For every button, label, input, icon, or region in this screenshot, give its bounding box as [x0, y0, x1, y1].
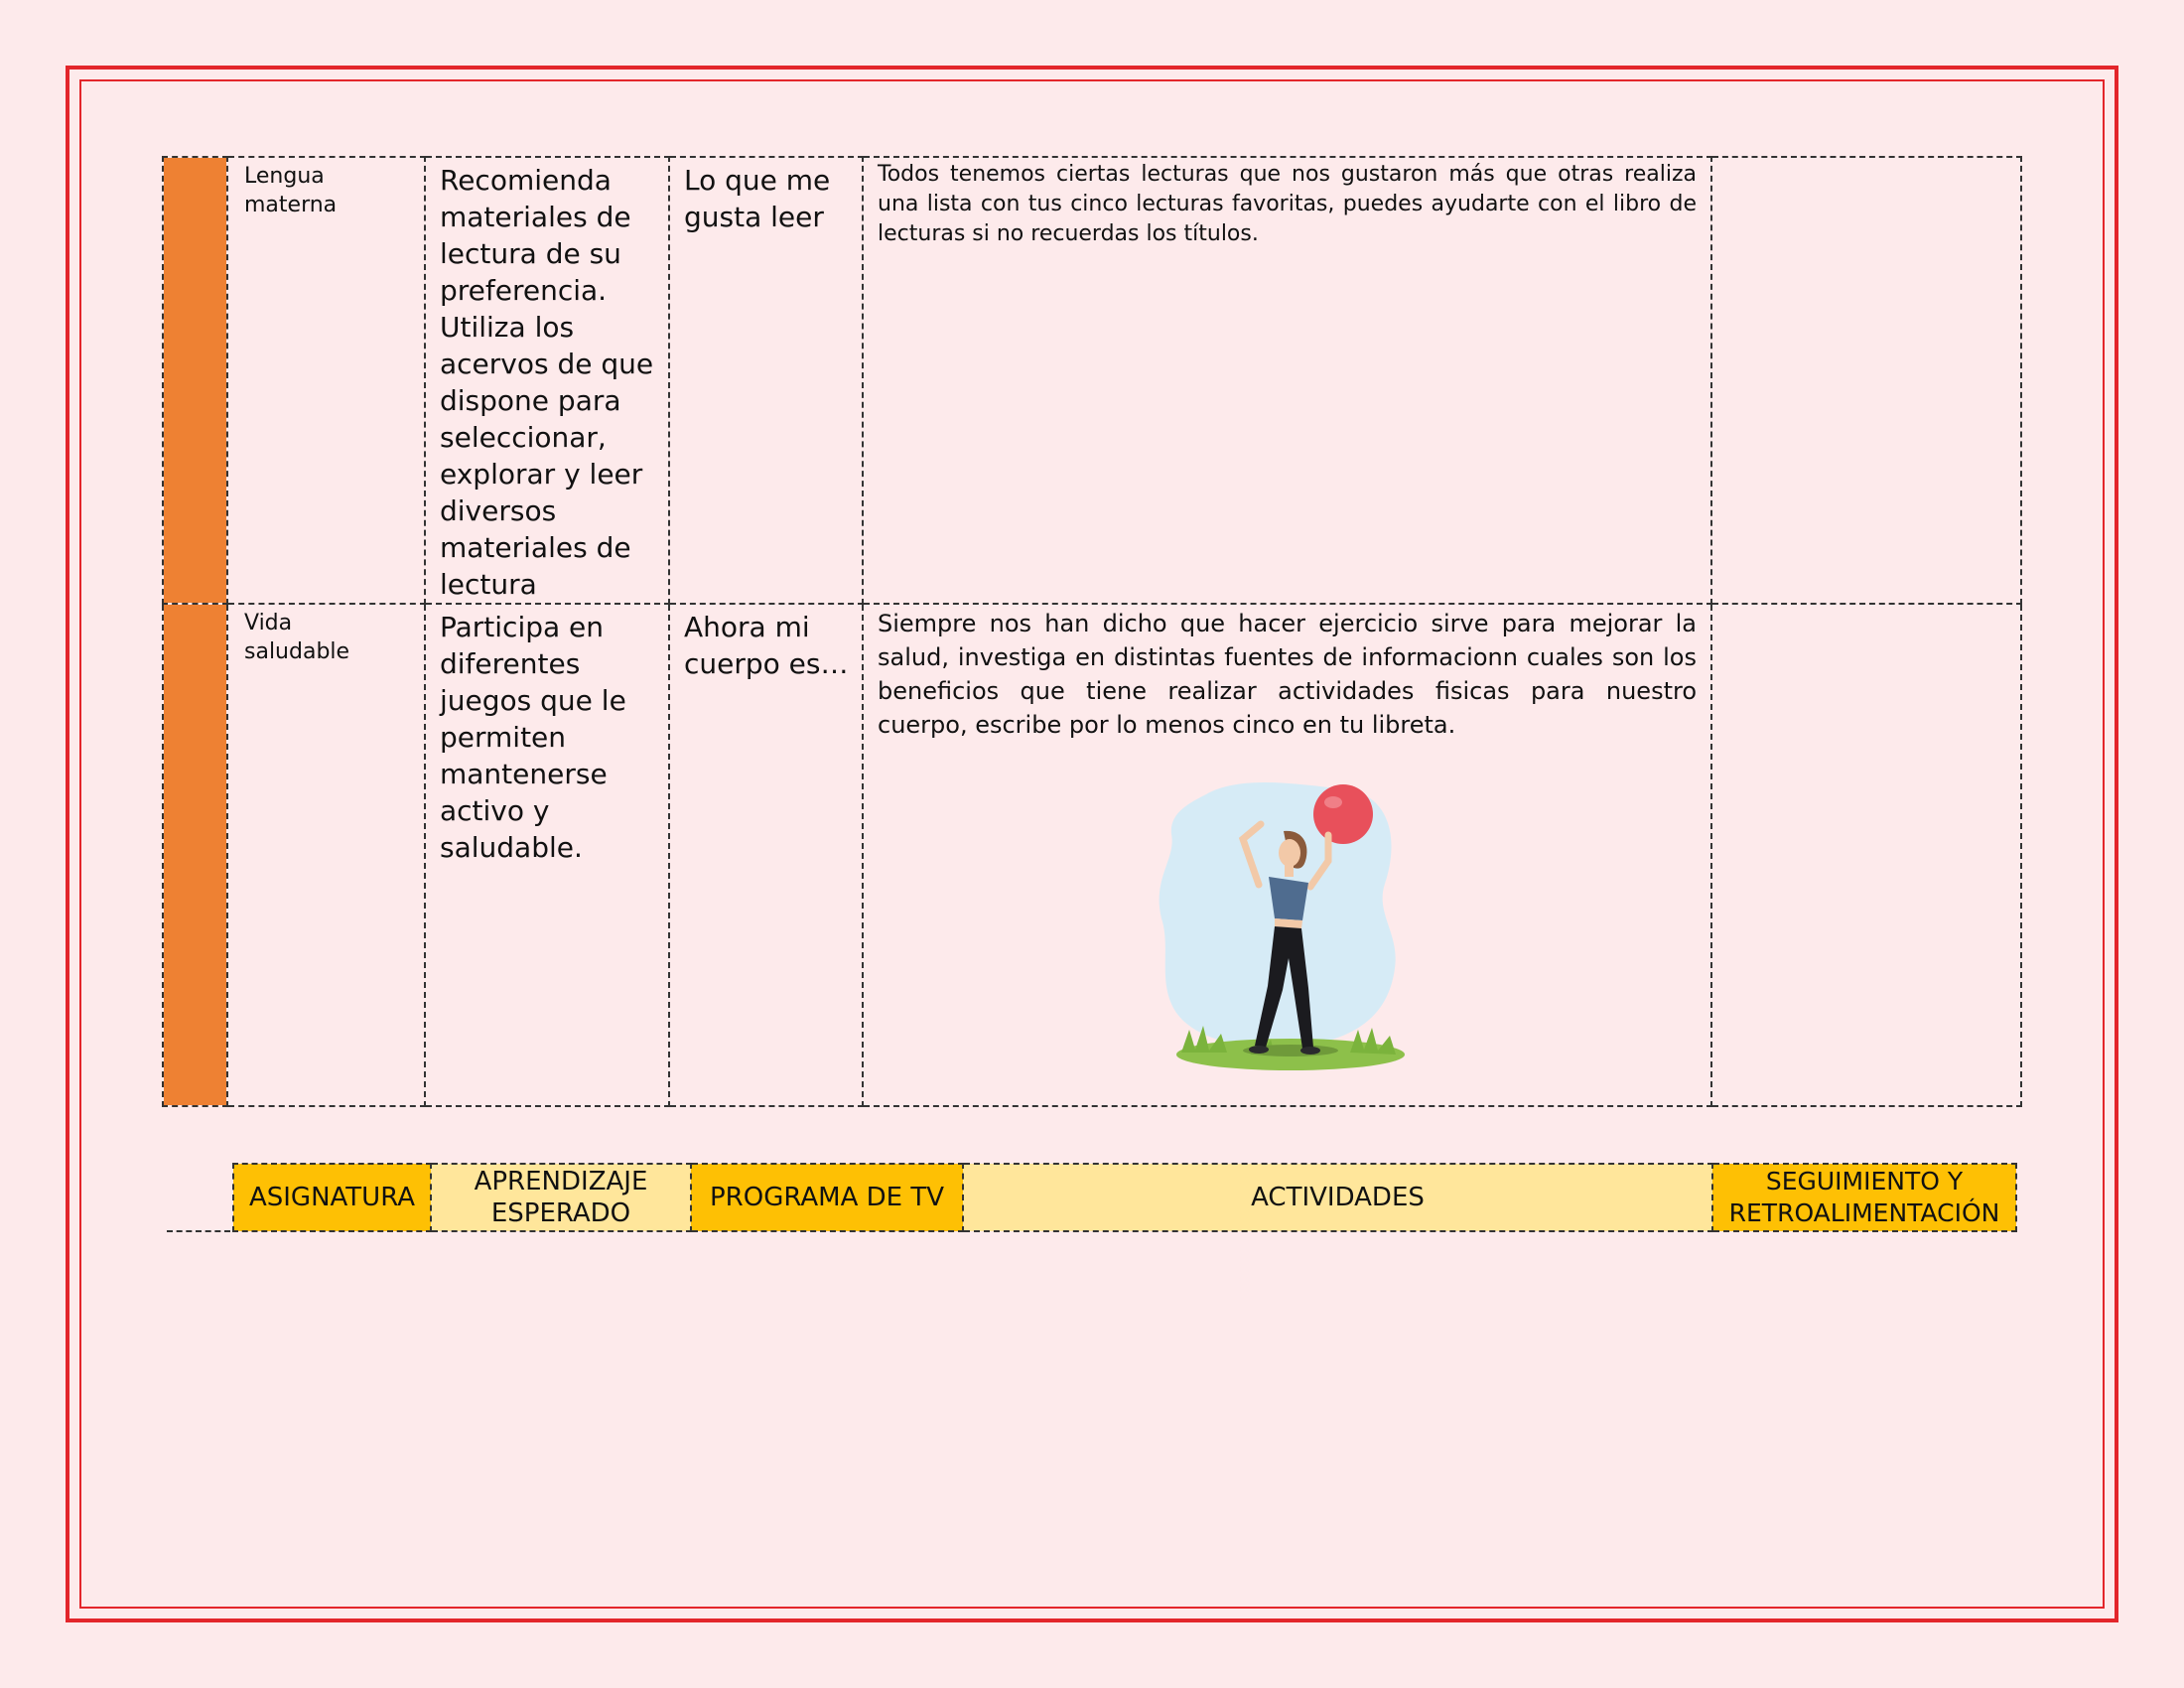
header-programa: PROGRAMA DE TV — [691, 1164, 963, 1231]
tv-program-cell — [669, 604, 863, 1106]
woman-exercise-ball-illustration — [1152, 770, 1410, 1072]
top — [1269, 877, 1308, 920]
exercise-ball — [1313, 784, 1373, 844]
ball-highlight — [1324, 796, 1342, 808]
header-seguimiento — [1712, 1164, 2016, 1231]
followup-cell — [1711, 157, 2021, 604]
table-row — [163, 157, 2021, 604]
header-aprendizaje — [431, 1164, 691, 1231]
activity-cell — [863, 157, 1711, 604]
activities-table — [162, 156, 2022, 1107]
tv-program-cell — [669, 157, 863, 604]
subject-text: Lengua materna — [244, 164, 338, 217]
activity-text: Siempre nos han dicho que hacer ejercicio sirve para mejorar la salud, investiga en distintas fuentes de informacionn cuales son los beneficios que tiene realizar actividades fisicas para nuestro cuerpo, escribe por lo menos cinco en tu libreta. — [878, 610, 1697, 739]
left-shoe — [1249, 1046, 1269, 1054]
subject-cell — [227, 157, 425, 604]
learning-text: Participa en diferentes juegos que le permiten mantenerse activo y saludable. — [440, 611, 626, 864]
learning-cell — [425, 604, 669, 1106]
subject-text: Vida saludable — [244, 611, 350, 664]
neck — [1285, 865, 1294, 877]
learning-cell — [425, 157, 669, 604]
table-row — [163, 604, 2021, 1106]
row-color-bar — [163, 604, 227, 1106]
header-aprendizaje-text: APRENDIZAJE ESPERADO — [474, 1167, 648, 1228]
row-color-bar — [163, 157, 227, 604]
header-left-line — [167, 1230, 230, 1232]
header-row — [233, 1164, 2016, 1231]
column-header-table — [232, 1163, 2017, 1232]
learning-text: Recomienda materiales de lectura de su preferencia. Utiliza los acervos de que dispone para seleccionar, explorar y leer diversos materiales de lectura — [440, 164, 654, 601]
header-asignatura: ASIGNATURA — [233, 1164, 431, 1231]
tv-program-text: Ahora mi cuerpo es… — [684, 611, 849, 680]
header-actividades: ACTIVIDADES — [963, 1164, 1712, 1231]
subject-cell — [227, 604, 425, 1106]
head — [1279, 839, 1300, 867]
tv-program-text: Lo que me gusta leer — [684, 164, 831, 233]
header-seguimiento-text: SEGUIMIENTO Y RETROALIMENTACIÓN — [1728, 1167, 2000, 1227]
right-shoe — [1300, 1047, 1320, 1055]
followup-cell — [1711, 604, 2021, 1106]
activity-text: Todos tenemos ciertas lecturas que nos gustaron más que otras realiza una lista con tus cinco lecturas favoritas, puedes ayudarte con el libro de lecturas si no recuerdas los títulos. — [878, 162, 1697, 246]
